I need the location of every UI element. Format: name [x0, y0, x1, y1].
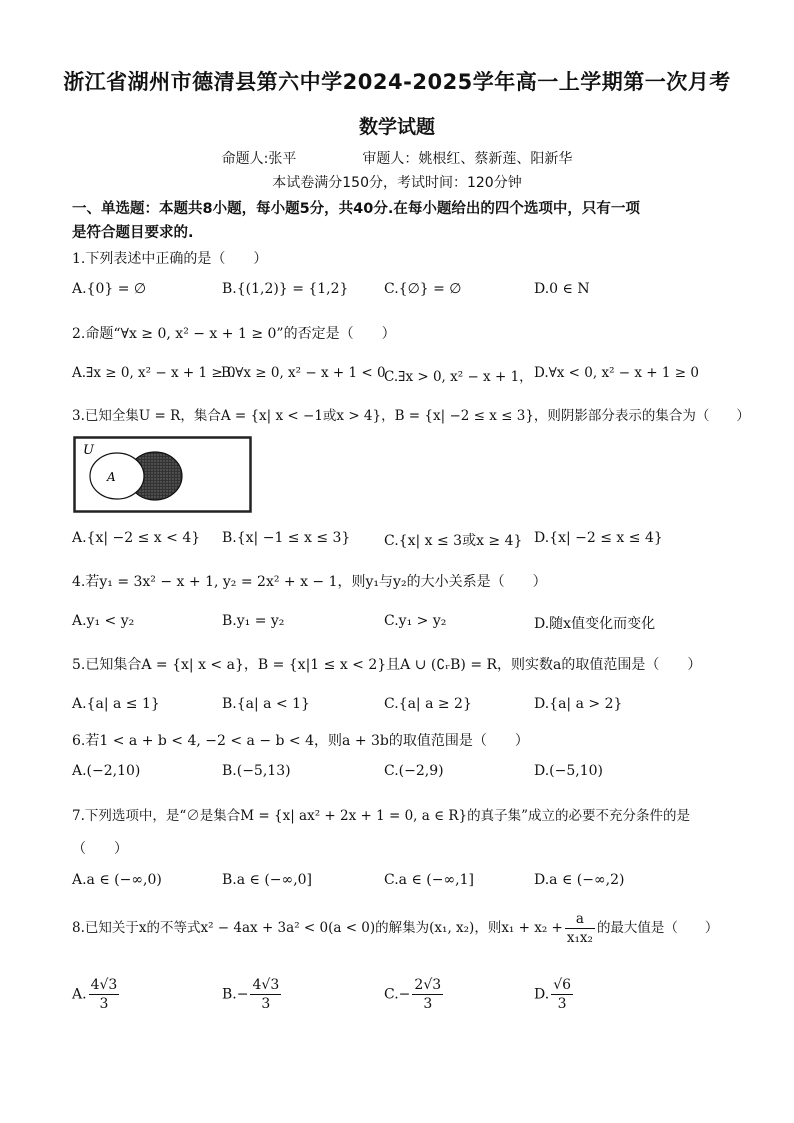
- fraction-denominator: 3: [557, 996, 567, 1012]
- question-6-options: [72, 763, 732, 791]
- question-1-stem: 1.下列表述中正确的是（ ）: [72, 251, 268, 267]
- fraction-denominator: 3: [99, 996, 109, 1012]
- option-a: A.y₁ < y₂: [72, 613, 135, 629]
- venn-diagram: [73, 436, 253, 514]
- stem-post: 的最大值是（ ）: [596, 920, 719, 936]
- reviewer: 审题人：姚根红、蔡新莲、阳新华: [362, 151, 573, 167]
- question-3-stem: 3.已知全集U = R，集合A = {x| x < −1或x > 4}，B = {x| −2 ≤ x ≤ 3}，则阴影部分表示的集合为（ ）: [72, 408, 750, 424]
- option-c: [384, 976, 445, 1013]
- option-a: A.{0} = ∅: [72, 281, 147, 297]
- option-c: C.∃x > 0, x² − x + 1，: [384, 369, 533, 385]
- option-a: A.(−2,10): [72, 763, 141, 779]
- universe-label: U: [83, 443, 94, 458]
- exam-subtitle: 数学试题: [358, 116, 435, 138]
- option-prefix: D.: [534, 986, 550, 1003]
- option-b: B.a ∈ (−∞,0]: [222, 872, 313, 888]
- option-d: D.0 ∈ N: [534, 281, 590, 297]
- option-b: B.{(1,2)} = {1,2}: [222, 281, 349, 297]
- option-d: D.{x| −2 ≤ x ≤ 4}: [534, 530, 663, 546]
- question-6-stem: 6.若1 < a + b < 4, −2 < a − b < 4，则a + 3b的取值范围是（ ）: [72, 733, 529, 749]
- option-d: D.a ∈ (−∞,2): [534, 872, 625, 888]
- question-5-stem: 5.已知集合A = {x| x < a}，B = {x|1 ≤ x < 2}且A ∪ (∁ᵣB) = R，则实数a的取值范围是（ ）: [72, 657, 702, 673]
- question-3-options: [72, 530, 732, 558]
- question-8-options: [72, 976, 732, 1020]
- option-c: C.a ∈ (−∞,1]: [384, 872, 474, 888]
- exam-info: 本试卷满分150分，考试时间：120分钟: [272, 175, 522, 191]
- question-4-stem: 4.若y₁ = 3x² − x + 1, y₂ = 2x² + x − 1，则y₁与y₂的大小关系是（ ）: [72, 574, 547, 590]
- option-d: D.(−5,10): [534, 763, 604, 779]
- fraction-numerator: 2√3: [414, 977, 442, 993]
- option-fraction: [89, 976, 120, 1013]
- fraction-denominator: 3: [423, 996, 433, 1012]
- question-1-options: [72, 281, 732, 309]
- question-7-options: [72, 872, 732, 900]
- option-prefix: B.: [222, 986, 237, 1003]
- question-2-options: [72, 365, 732, 393]
- option-c: C.{x| x ≤ 3或x ≥ 4}: [384, 533, 523, 549]
- author: 命题人:张平: [221, 151, 297, 167]
- option-b: B.{a| a < 1}: [222, 696, 310, 712]
- question-7-stem: 7.下列选项中，是“∅是集合M = {x| ax² + 2x + 1 = 0, a ∈ R}的真子集”成立的必要不充分条件的是: [72, 808, 691, 824]
- option-b: B.y₁ = y₂: [222, 613, 285, 629]
- option-d: D.随x值变化而变化: [534, 616, 656, 632]
- option-c: C.{∅} = ∅: [384, 281, 462, 297]
- option-b: B.{x| −1 ≤ x ≤ 3}: [222, 530, 351, 546]
- stem-pre: 8.已知关于x的不等式x² − 4ax + 3a² < 0(a < 0)的解集为(x₁, x₂)，则x₁ + x₂ +: [72, 920, 563, 936]
- question-5-options: [72, 696, 732, 724]
- option-a: A.a ∈ (−∞,0): [72, 872, 162, 888]
- option-c: C.y₁ > y₂: [384, 613, 447, 629]
- section-heading-line1: 一、单选题：本题共8小题，每小题5分，共40分.在每小题给出的四个选项中，只有一项: [72, 201, 640, 217]
- option-b: [222, 976, 283, 1013]
- question-8-stem: [72, 910, 732, 947]
- fraction-numerator: 4√3: [90, 977, 118, 993]
- option-d: [534, 976, 575, 1013]
- exam-title: 浙江省湖州市德清县第六中学2024-2025学年高一上学期第一次月考: [63, 70, 731, 94]
- fraction-numerator: 4√3: [252, 977, 280, 993]
- question-7-stem-cont: （ ）: [72, 841, 128, 857]
- option-a: A.{a| a ≤ 1}: [72, 696, 160, 712]
- option-prefix: A.: [72, 986, 87, 1003]
- option-a: A.{x| −2 ≤ x < 4}: [72, 530, 201, 546]
- option-sign: −: [398, 986, 411, 1003]
- fraction-numerator: a: [565, 910, 595, 929]
- option-b: B.∀x ≥ 0, x² − x + 1 < 0: [221, 365, 386, 381]
- section-heading-line2: 是符合题目要求的.: [72, 225, 194, 241]
- section-heading: [72, 197, 732, 245]
- option-c: C.(−2,9): [384, 763, 444, 779]
- fraction-denominator: x₁x₂: [566, 930, 593, 946]
- option-a: [72, 976, 121, 1013]
- option-fraction: [412, 976, 443, 1013]
- question-4-options: [72, 613, 732, 641]
- option-b: B.(−5,13): [222, 763, 291, 779]
- question-2-stem: 2.命题“∀x ≥ 0, x² − x + 1 ≥ 0”的否定是（ ）: [72, 326, 396, 342]
- option-fraction: [250, 976, 281, 1013]
- fraction-denominator: 3: [261, 996, 271, 1012]
- stem-fraction: [565, 910, 595, 947]
- fraction-numerator: √6: [553, 977, 572, 993]
- author-line: [0, 148, 794, 168]
- option-d: D.{a| a > 2}: [534, 696, 623, 712]
- set-a-label: A: [107, 470, 116, 484]
- option-c: C.{a| a ≥ 2}: [384, 696, 472, 712]
- option-fraction: [551, 976, 573, 1013]
- option-a: A.∃x ≥ 0, x² − x + 1 ≥ 0: [72, 365, 236, 381]
- set-a-circle: [90, 453, 144, 499]
- option-sign: −: [236, 986, 249, 1003]
- option-prefix: C.: [384, 986, 399, 1003]
- option-d: D.∀x < 0, x² − x + 1 ≥ 0: [534, 365, 699, 381]
